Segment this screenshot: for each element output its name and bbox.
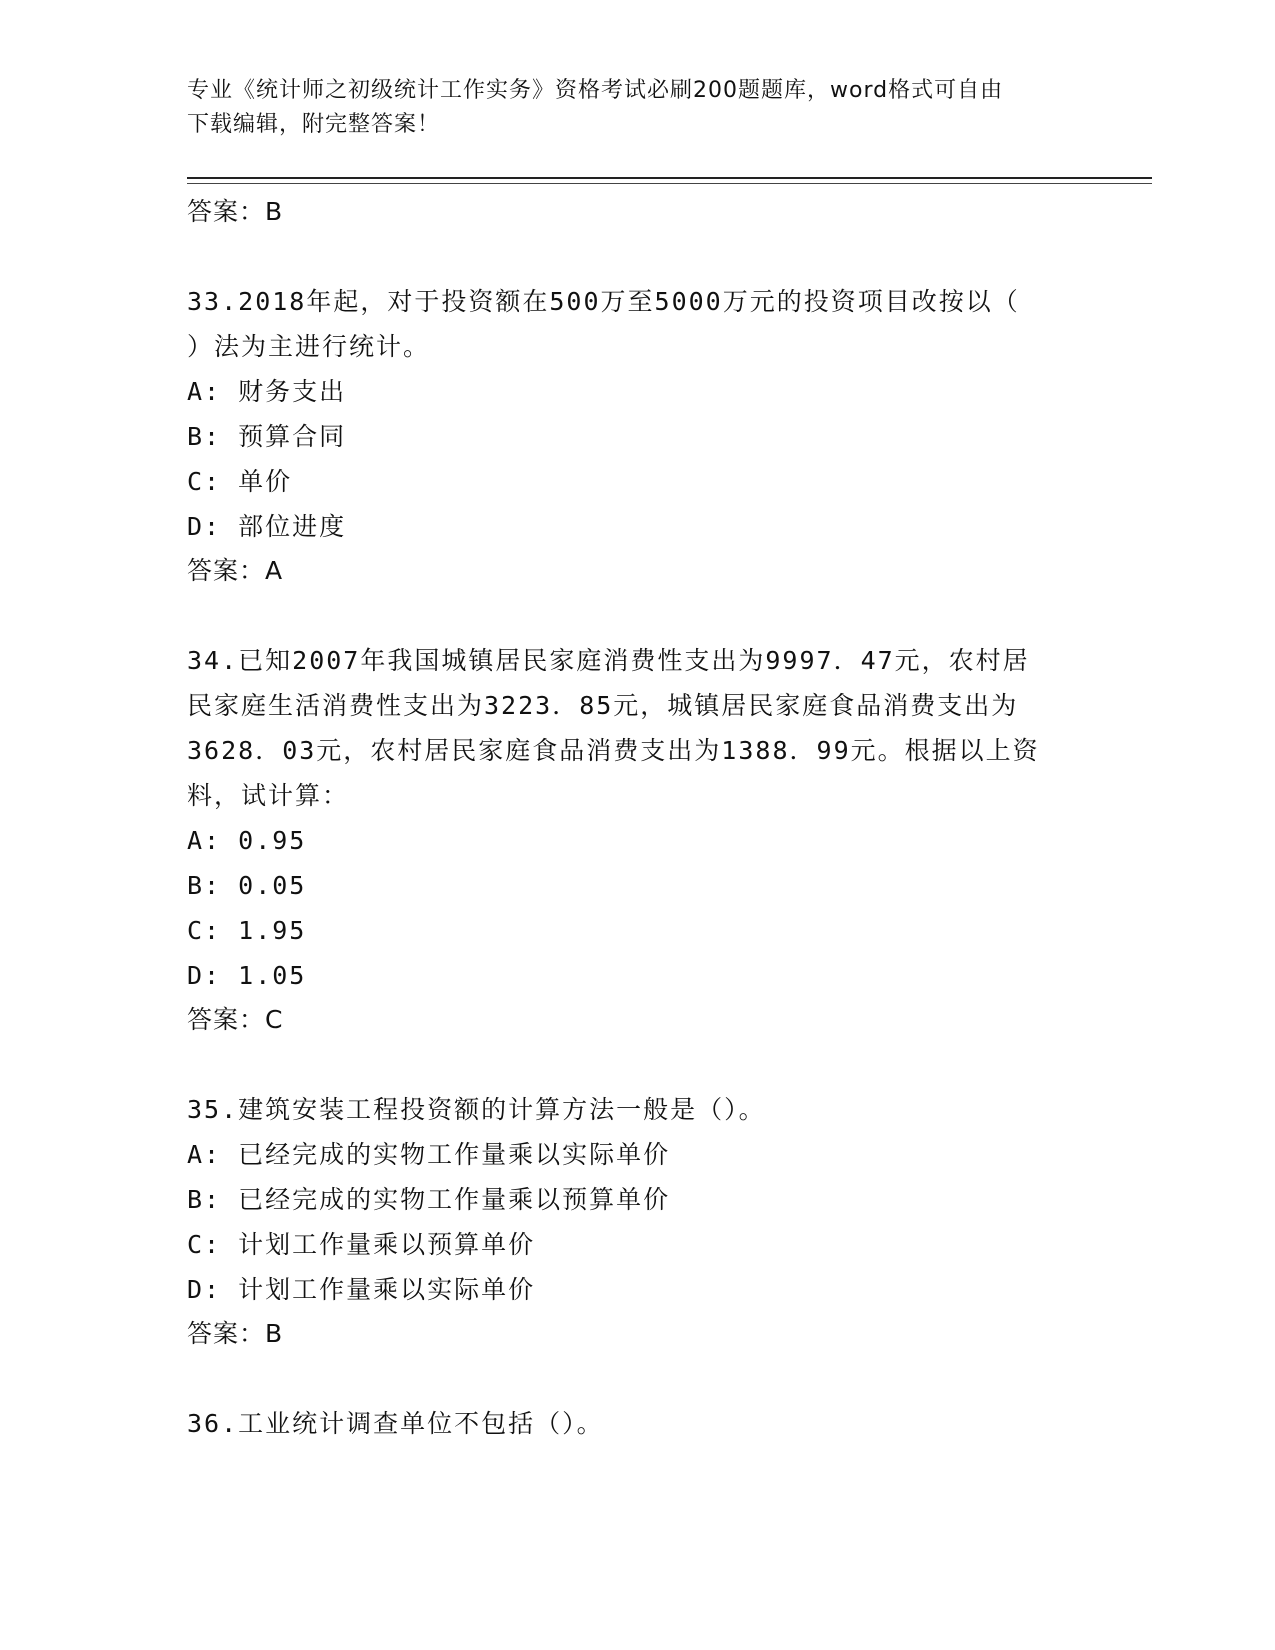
option-b: B: 预算合同: [187, 422, 347, 451]
option-a: A: 已经完成的实物工作量乘以实际单价: [187, 1140, 671, 1169]
option-c: C: 1.95: [187, 916, 307, 945]
option-c: C: 单价: [187, 467, 293, 496]
option-b: B: 已经完成的实物工作量乘以预算单价: [187, 1185, 671, 1214]
question-36: [187, 1401, 1087, 1446]
answer: 答案：B: [187, 1319, 284, 1348]
option-a: A: 0.95: [187, 826, 307, 855]
option-c: C: 计划工作量乘以预算单价: [187, 1230, 536, 1259]
question-stem-line: 35.建筑安装工程投资额的计算方法一般是（）。: [187, 1095, 766, 1124]
question-34: [187, 638, 1087, 1042]
question-stem-line: 34.已知2007年我国城镇居民家庭消费性支出为9997．47元，农村居: [187, 646, 1030, 675]
answer: 答案：A: [187, 556, 284, 585]
header-divider: [187, 177, 1152, 179]
question-35: [187, 1087, 1087, 1356]
question-stem-line: 料，试计算：: [187, 781, 350, 810]
question-33: [187, 279, 1087, 593]
question-stem-line: 民家庭生活消费性支出为3223．85元，城镇居民家庭食品消费支出为: [187, 691, 1019, 720]
header-divider-thin: [187, 183, 1152, 184]
option-b: B: 0.05: [187, 871, 307, 900]
header-line-2: 下载编辑，附完整答案！: [187, 112, 441, 137]
document-header: [187, 74, 1067, 142]
question-stem-line: 36.工业统计调查单位不包括（）。: [187, 1409, 604, 1438]
question-stem-line: ）法为主进行统计。: [187, 332, 431, 361]
option-a: A: 财务支出: [187, 377, 347, 406]
option-d: D: 1.05: [187, 961, 307, 990]
option-d: D: 计划工作量乘以实际单价: [187, 1275, 536, 1304]
option-d: D: 部位进度: [187, 512, 347, 541]
question-stem-line: 3628．03元，农村居民家庭食品消费支出为1388．99元。根据以上资: [187, 736, 1040, 765]
header-line-1: 专业《统计师之初级统计工作实务》资格考试必刷200题题库，word格式可自由: [187, 78, 1004, 103]
question-stem-line: 33.2018年起，对于投资额在500万至5000万元的投资项目改按以（: [187, 287, 1020, 316]
previous-answer: 答案：B: [187, 197, 284, 226]
document-body: [187, 190, 1087, 1446]
answer: 答案：C: [187, 1005, 284, 1034]
